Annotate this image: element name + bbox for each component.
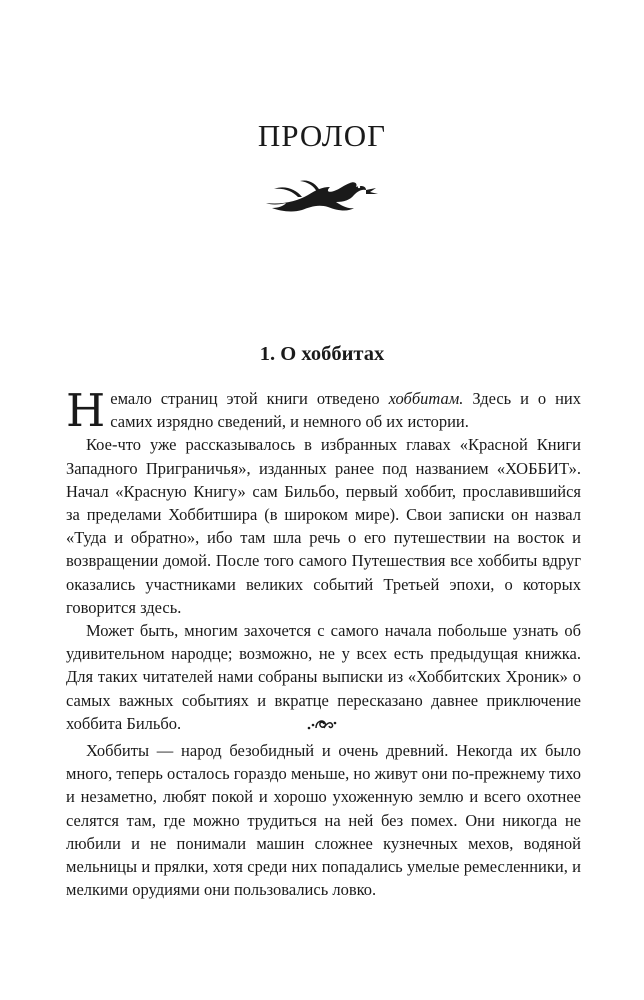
paragraph-2: Кое-что уже рассказывалось в избранных главах «Красной Книги Западного Приграничья», изданных ранее под названием «ХОББИТ». Начал «Красную Книгу» сам Бильбо, первый хоббит, прославившийся за пределами Хоббитшира (в широком мире). Свои записки он назвал «Туда и обратно», ибо там шла речь о его путешествии на восток и возвращении домой. После того самого Путешествия все хоббиты вдруг оказались участниками великих событий Третьей эпохи, о которых говорится здесь. <box>66 435 581 617</box>
dragon-ornament-icon <box>262 175 382 215</box>
body-text-block-2 <box>66 739 581 901</box>
body-text-block-1 <box>66 384 581 735</box>
paragraph-1-text-end: Здесь и о них самих изрядно сведений, и немного об их истории. <box>110 389 581 432</box>
chapter-title: ПРОЛОГ <box>257 118 387 153</box>
flourish-separator-icon <box>306 717 338 731</box>
paragraph-1-text-start: емало страниц этой книги отведено <box>110 389 389 408</box>
paragraph-1 <box>66 384 581 437</box>
drop-cap-letter: Н <box>66 384 106 437</box>
paragraph-4: Хоббиты — народ безобидный и очень древний. Некогда их было много, теперь осталось гораздо меньше, но живут они по-прежнему тихо и незаметно, любят покой и хорошо ухоженную землю и всего охотнее селятся там, где можно трудиться на ней без помех. Они никогда не любили и не понимали машин сложнее кузнечных мехов, водяной мельницы и прялки, хотя среди них попадались умелые ремесленники, и мелкими орудиями они пользовались ловко. <box>66 741 581 900</box>
paragraph-1-emphasis: хоббитам. <box>388 389 464 408</box>
paragraph-3: Может быть, многим захочется с самого начала побольше узнать об удивительном народце; возможно, не у всех есть предыдущая книжка. Для таких читателей нами собраны выписки из «Хоббитских Хроник» о самых важных событиях и вкратце пересказано давнее приключение хоббита Бильбо. <box>66 621 581 733</box>
section-heading: 1. О хоббитах <box>259 343 385 365</box>
